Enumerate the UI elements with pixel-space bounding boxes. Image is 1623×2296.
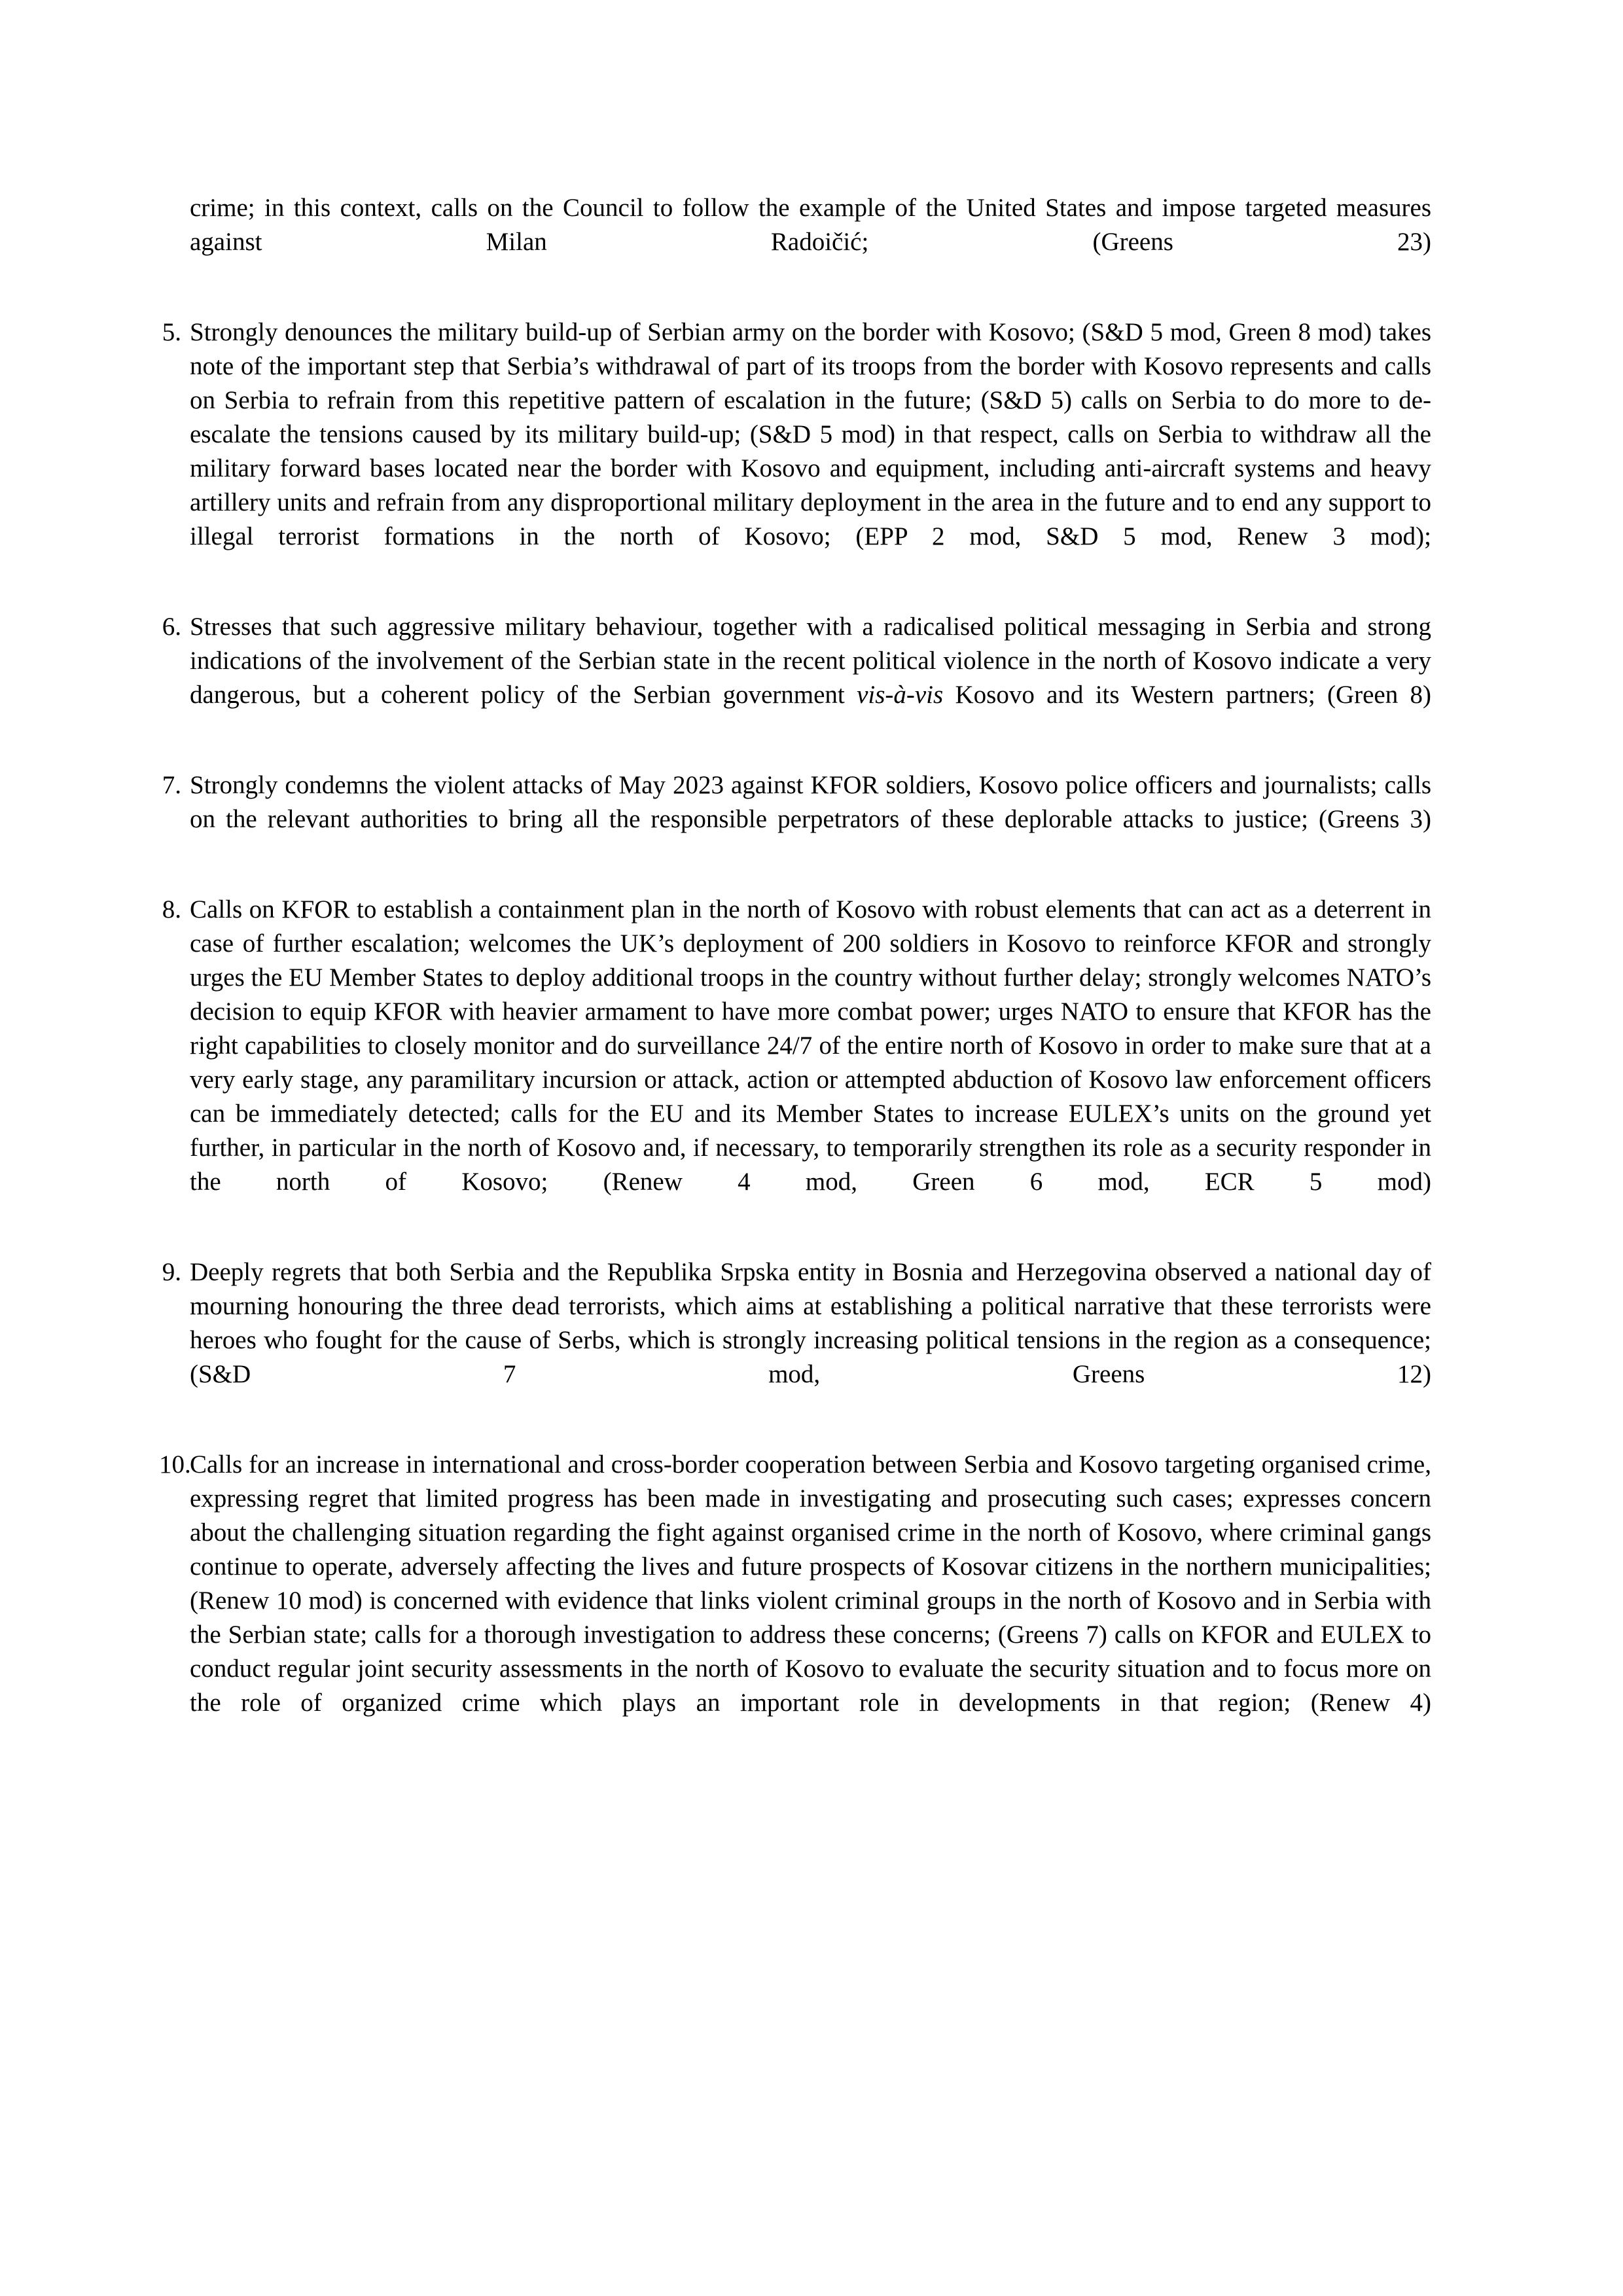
list-item-text (190, 1255, 1431, 1426)
list-item-text-part: Stresses that such aggressive military behaviour, together with a radicalised political messaging in Serbia and strong indications of the involvement of the Serbian state in the recent political violence in the north of Kosovo indicate a very dangerous, but a coherent policy of the Serbian government (190, 613, 1431, 709)
list-item (159, 610, 1431, 746)
list-item (159, 1448, 1431, 1754)
list-item-number: 8. (162, 895, 181, 924)
continuation-paragraph: crime; in this context, calls on the Council to follow the example of the United States and impose targeted measures against Milan Radoičić; (Greens 23) (190, 194, 1431, 256)
list-item-number: 6. (162, 613, 181, 641)
list-item-text (190, 315, 1431, 588)
list-item-text (190, 1448, 1431, 1754)
list-item-number: 5. (162, 318, 181, 346)
list-item-italic-part: vis-à-vis (857, 681, 944, 709)
list-item-number: 7. (162, 771, 181, 799)
list-item-number: 10. (159, 1450, 191, 1479)
list-item-text-part: Strongly condemns the violent attacks of May 2023 against KFOR soldiers, Kosovo police officers and journalists; calls on the relevant authorities to bring all the responsible perpetrators of these deplorable attacks to justice; (Greens 3) (190, 771, 1431, 833)
list-item-text (190, 893, 1431, 1233)
list-item-text-tail: Kosovo and its Western partners; (Green 8) (943, 681, 1431, 709)
document-text-block (159, 191, 1431, 1754)
list-item-text (190, 768, 1431, 870)
list-item-text-part: Calls on KFOR to establish a containment plan in the north of Kosovo with robust elements that can act as a deterrent in case of further escalation; welcomes the UK’s deployment of 200 soldiers in Kosovo to reinforce KFOR and strongly urges the EU Member States to deploy additional troops in the country without further delay; strongly welcomes NATO’s decision to equip KFOR with heavier armament to have more combat power; urges NATO to ensure that KFOR has the right capabilities to closely monitor and do surveillance 24/7 of the entire north of Kosovo in order to make sure that at a very early stage, any paramilitary incursion or attack, action or attempted abduction of Kosovo law enforcement officers can be immediately detected; calls for the EU and its Member States to increase EULEX’s units on the ground yet further, in particular in the north of Kosovo and, if necessary, to temporarily strengthen its role as a security responder in the north of Kosovo; (Renew 4 mod, Green 6 mod, ECR 5 mod) (190, 895, 1431, 1196)
list-item (159, 893, 1431, 1233)
list-item-text-part: Deeply regrets that both Serbia and the Republika Srpska entity in Bosnia and Herzegovina observed a national day of mourning honouring the three dead terrorists, which aims at establishing a political narrative that these terrorists were heroes who fought for the cause of Serbs, which is strongly increasing political tensions in the region as a consequence; (S&D 7 mod, Greens 12) (190, 1258, 1431, 1388)
list-item (159, 315, 1431, 588)
list-item-text-part: Strongly denounces the military build-up of Serbian army on the border with Kosovo; (S&D 5 mod, Green 8 mod) takes note of the important step that Serbia’s withdrawal of part of its troops from the border with Kosovo represents and calls on Serbia to refrain from this repetitive pattern of escalation in the future; (S&D 5) calls on Serbia to do more to de-escalate the tensions caused by its military build-up; (S&D 5 mod) in that respect, calls on Serbia to withdraw all the military forward bases located near the border with Kosovo and equipment, including anti-aircraft systems and heavy artillery units and refrain from any disproportional military deployment in the area in the future and to end any support to illegal terrorist formations in the north of Kosovo; (EPP 2 mod, S&D 5 mod, Renew 3 mod); (190, 318, 1431, 550)
list-item (159, 768, 1431, 870)
list-item (159, 1255, 1431, 1426)
list-item-number: 9. (162, 1258, 181, 1286)
list-item-text-part: Calls for an increase in international and cross-border cooperation between Serbia and Kosovo targeting organised crime, expressing regret that limited progress has been made in investigating and prosecuting such cases; expresses concern about the challenging situation regarding the fight against organised crime in the north of Kosovo, where criminal gangs continue to operate, adversely affecting the lives and future prospects of Kosovar citizens in the northern municipalities; (Renew 10 mod) is concerned with evidence that links violent criminal groups in the north of Kosovo and in Serbia with the Serbian state; calls for a thorough investigation to address these concerns; (Greens 7) calls on KFOR and EULEX to conduct regular joint security assessments in the north of Kosovo to evaluate the security situation and to focus more on the role of organized crime which plays an important role in developments in that region; (Renew 4) (190, 1450, 1431, 1717)
list-item-text (190, 610, 1431, 746)
